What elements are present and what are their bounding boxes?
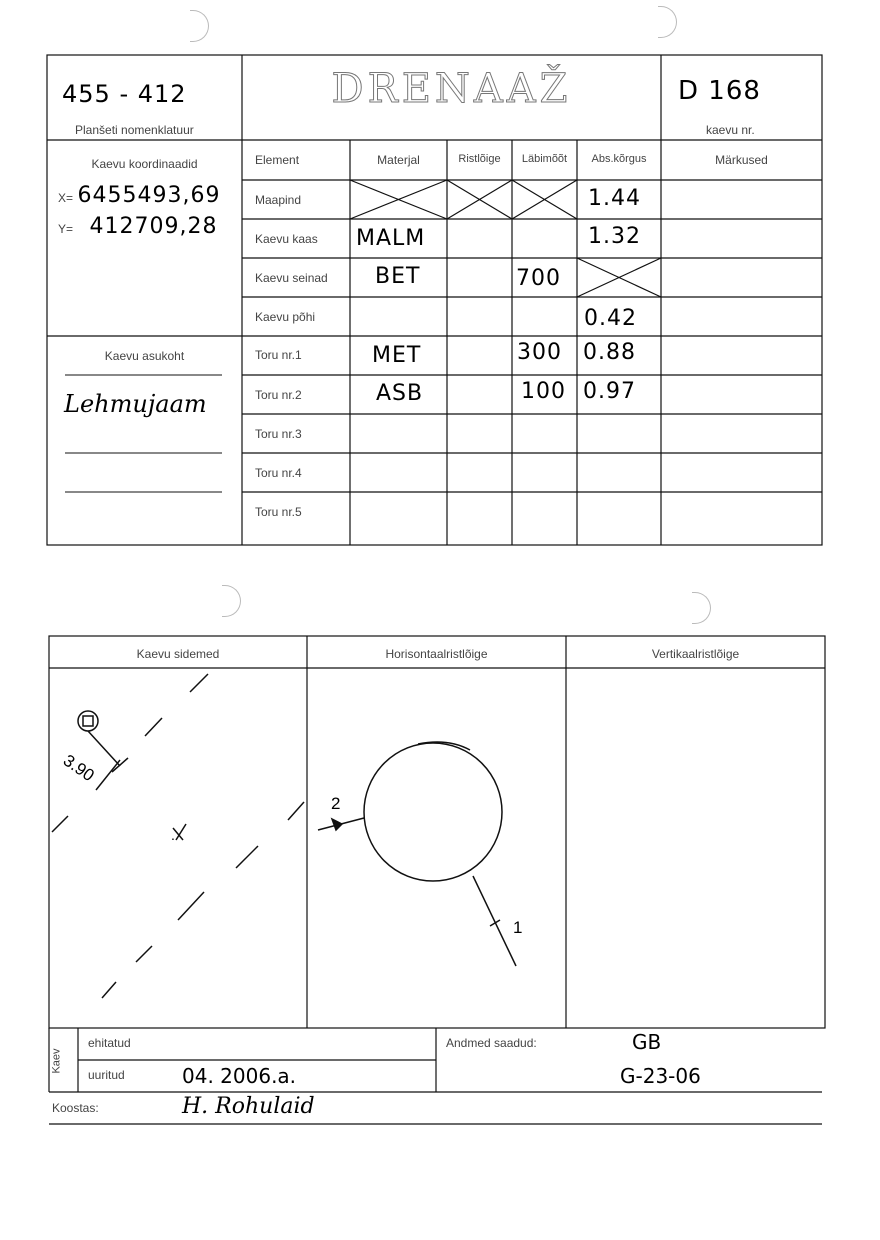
row-height: 1.44 [588,186,641,211]
row-element: Maapind [255,193,302,207]
coord-x [58,183,220,208]
footer-built-label: ehitatud [88,1036,131,1050]
row-element: Kaevu kaas [255,232,318,246]
row-height: 0.97 [583,379,636,404]
footer-data-source-value-2: G-23-06 [620,1064,701,1088]
row-material: BET [375,264,421,289]
pipe-2-label: 2 [331,794,341,813]
coord-y-value: 412709,28 [89,214,218,239]
row-diameter: 300 [517,340,562,365]
row-material: MALM [356,226,426,251]
header-material: Materjal [377,153,420,167]
header-abs-height: Abs.kõrgus [591,153,647,165]
header-diameter: Läbimõõt [521,153,568,165]
row-diameter: 100 [521,379,566,404]
coord-y-prefix: Y= [58,222,74,236]
row-element: Toru nr.1 [255,348,302,362]
distance-label: 3.90 [59,750,98,786]
row-element: Kaevu seinad [255,271,328,285]
footer-compiled-label: Koostas: [52,1101,99,1115]
well-mark: . [171,827,175,843]
header-connections: Kaevu sidemed [136,647,220,661]
coord-x-value: 6455493,69 [77,183,221,208]
coords-label: Kaevu koordinaadid [91,157,198,171]
row-element: Toru nr.3 [255,427,302,441]
header-element: Element [255,153,300,167]
footer-compiled-value: H. Rohulaid [182,1094,315,1119]
well-number: D 168 [678,76,761,106]
header-cross-section: Ristlõige [458,153,501,165]
header-horizontal-section: Horisontaalristlõige [385,647,488,661]
row-material: MET [372,343,422,368]
row-element: Kaevu põhi [255,310,316,324]
footer-data-source-value-1: GB [632,1030,662,1054]
row-height: 1.32 [588,224,641,249]
location-value: Lehmujaam [64,390,207,418]
row-element: Toru nr.5 [255,505,302,519]
sheet-number: 455 - 412 [62,80,187,108]
row-diameter: 700 [516,266,561,291]
footer-data-source-label: Andmed saadud: [446,1036,537,1050]
header-vertical-section: Vertikaalristlõige [651,647,740,661]
row-height: 0.42 [584,306,637,331]
footer-surveyed-value: 04. 2006.a. [182,1064,297,1088]
row-element: Toru nr.4 [255,466,302,480]
row-height: 0.88 [583,340,636,365]
pipe-1-label: 1 [513,918,523,937]
sheet-label: Planšeti nomenklatuur [75,123,194,137]
punch-hole-3 [222,585,241,617]
coord-x-prefix: X= [58,191,74,205]
footer-kaev-label: Kaev [50,1048,63,1074]
header-remarks: Märkused [715,153,768,167]
row-element: Toru nr.2 [255,388,302,402]
row-material: ASB [376,381,424,406]
well-number-label: kaevu nr. [706,123,755,137]
form-title: DRENAAŽ [331,66,572,112]
bottom-form-grid [0,620,880,1140]
footer-surveyed-label: uuritud [88,1068,125,1082]
location-label: Kaevu asukoht [104,349,185,363]
coord-y [58,214,217,239]
